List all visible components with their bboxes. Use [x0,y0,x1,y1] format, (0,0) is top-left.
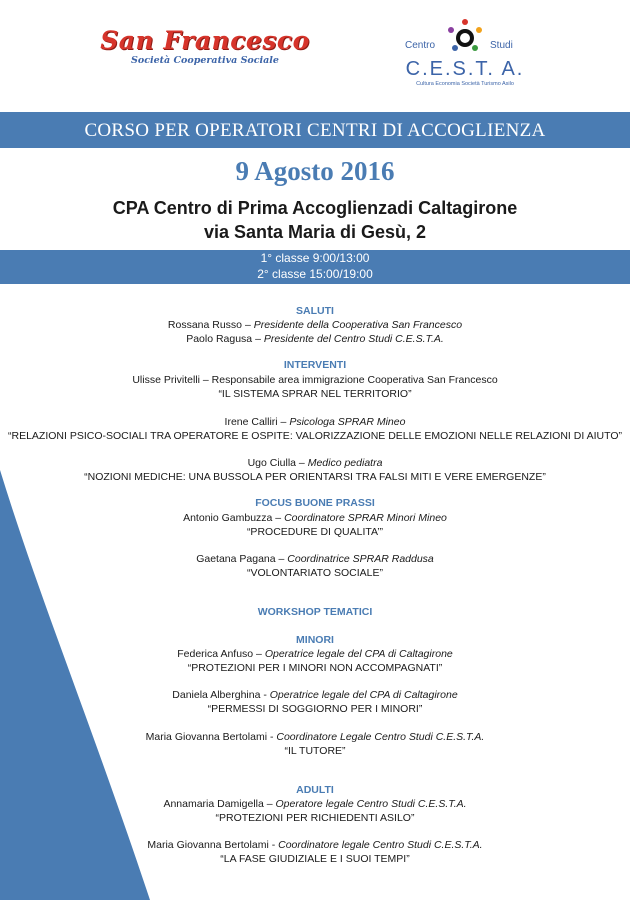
event-date: 9 Agosto 2016 [235,156,395,186]
logo-name: San Francesco [100,26,310,55]
san-francesco-logo [100,26,310,66]
venue-name: CPA Centro di Prima Accoglienzadi Caltagirone [112,198,518,218]
speaker-line [0,332,630,346]
talk-title: “PROTEZIONI PER RICHIEDENTI ASILO” [215,812,415,824]
speaker-line [0,552,630,566]
speaker-role: Presidente della Cooperativa San Francesco [253,319,463,331]
speaker-role: Operatrice legale del CPA di Caltagirone [264,648,453,660]
speaker-name: Maria Giovanna Bertolami - [147,839,279,851]
talk-title: “IL SISTEMA SPRAR NEL TERRITORIO” [218,388,412,400]
speaker-name: Annamaria Damigella – [163,798,276,810]
speaker-line [0,456,630,470]
speaker-name: Rossana Russo – [167,319,254,331]
speaker-name: Irene Calliri – [224,416,290,428]
speaker-name: Federica Anfuso – [177,648,265,660]
speaker-line [0,838,630,852]
speaker-line [0,688,630,702]
speaker-role: Psicologa SPRAR Mineo [289,416,406,428]
talk-title: “NOZIONI MEDICHE: UNA BUSSOLA PER ORIENTARSI TRA FALSI MITI E VERE EMERGENZE” [84,471,546,483]
logo-acronym: C.E.S.T. A. [405,58,525,80]
talk-title: “VOLONTARIATO SOCIALE” [247,567,383,579]
logo-tagline: Cultura Economia Società Turismo Asilo [416,81,514,87]
speaker-name: Daniela Alberghina - [172,689,270,701]
course-title: CORSO PER OPERATORI CENTRI DI ACCOGLIENZA [84,120,546,141]
speaker-line [0,511,630,525]
class-2-time: 2° classe 15:00/19:00 [257,267,373,281]
class-1-time: 1° classe 9:00/13:00 [260,251,370,265]
title-band [0,112,630,148]
speaker-name: Antonio Gambuzza – [183,512,285,524]
speaker-line [0,797,630,811]
speaker-role: Medico pediatra [307,457,383,469]
speaker-role: Presidente del Centro Studi C.E.S.T.A. [263,333,444,345]
schedule-band [0,250,630,284]
speaker-name: Ugo Ciulla – [247,457,308,469]
talk-title: “LA FASE GIUDIZIALE E I SUOI TEMPI” [220,853,410,865]
section-heading-minori: MINORI [296,634,334,646]
section-heading-interventi: INTERVENTI [283,359,347,371]
talk-title: “PERMESSI DI SOGGIORNO PER I MINORI” [207,703,423,715]
speaker-line [0,373,630,387]
speaker-role: Coordinatrice SPRAR Raddusa [287,553,434,565]
logo-subtitle: Società Cooperativa Sociale [131,55,279,66]
talk-title: “IL TUTORE” [284,745,346,757]
venue-address: via Santa Maria di Gesù, 2 [203,222,427,242]
section-heading-workshop: WORKSHOP TEMATICI [257,606,373,618]
section-heading-focus: FOCUS BUONE PRASSI [255,497,375,509]
speaker-line [0,647,630,661]
speaker-role: Coordinatore SPRAR Minori Mineo [284,512,447,524]
cesta-mark-icon [445,18,485,58]
speaker-role: Operatrice legale del CPA di Caltagirone [269,689,458,701]
logo-word-centro: Centro [405,40,436,51]
speaker-line [0,415,630,429]
speaker-name: Gaetana Pagana – [196,553,288,565]
speaker-role: Coordinatore Legale Centro Studi C.E.S.T.A. [276,731,485,743]
talk-title: “PROTEZIONI PER I MINORI NON ACCOMPAGNATI” [187,662,443,674]
speaker-name: Paolo Ragusa – [186,333,264,345]
cesta-logo [395,15,535,90]
logo-word-studi: Studi [490,40,513,51]
speaker-name: Maria Giovanna Bertolami - [145,731,277,743]
speaker-role: Operatore legale Centro Studi C.E.S.T.A. [275,798,467,810]
speaker-line [0,730,630,744]
talk-title: “RELAZIONI PSICO-SOCIALI TRA OPERATORE E OSPITE: VALORIZZAZIONE DELLE EMOZIONI NELLE RELAZIONI DI AIUTO” [8,430,622,442]
section-heading-saluti: SALUTI [296,305,334,317]
speaker-name: Ulisse Privitelli – Responsabile area immigrazione Cooperativa San Francesco [132,374,498,386]
speaker-line [0,318,630,332]
talk-title: “PROCEDURE DI QUALITA’” [246,526,384,538]
section-heading-adulti: ADULTI [296,784,334,796]
speaker-role: Coordinatore legale Centro Studi C.E.S.T.A. [278,839,483,851]
